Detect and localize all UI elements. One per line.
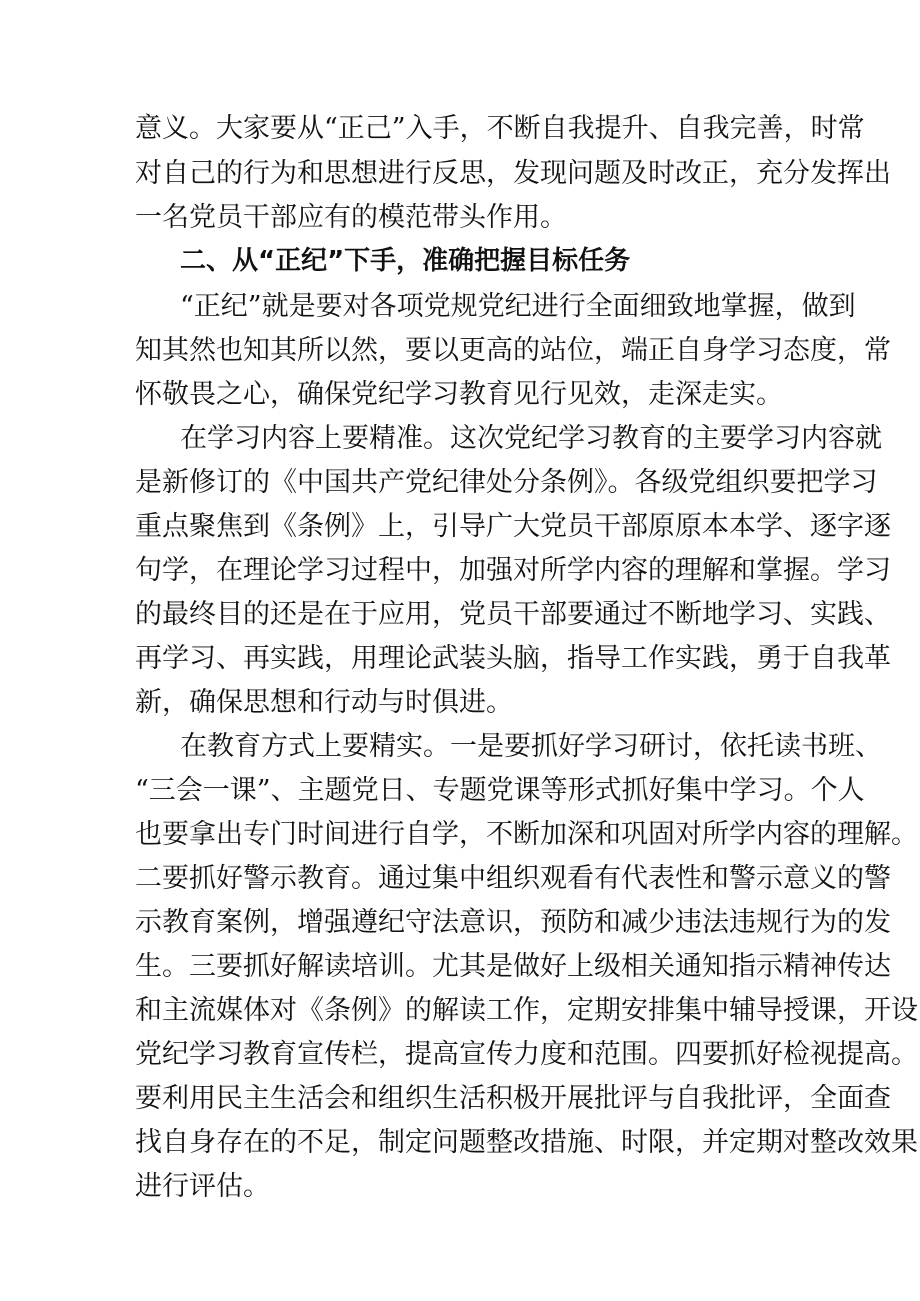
- paragraph-line: 句学，在理论学习过程中，加强对所学内容的理解和掌握。学习: [135, 555, 891, 586]
- paragraph-line: 也要拿出专门时间进行自学，不断加深和巩固对所学内容的理解。: [135, 819, 918, 850]
- paragraph-line: 二要抓好警示教育。通过集中组织观看有代表性和警示意义的警: [135, 863, 891, 894]
- paragraph-line: 一名党员干部应有的模范带头作用。: [135, 202, 567, 233]
- paragraph-line: 对自己的行为和思想进行反思，发现问题及时改正，充分发挥出: [135, 158, 891, 189]
- paragraph-line: “三会一课”、主题党日、专题党课等形式抓好集中学习。个人: [135, 775, 865, 806]
- paragraph-line: “正纪”就是要对各项党规党纪进行全面细致地掌握，做到: [180, 291, 856, 322]
- paragraph-line: 在教育方式上要精实。一是要抓好学习研讨，依托读书班、: [180, 731, 882, 762]
- paragraph-line: 知其然也知其所以然，要以更高的站位，端正自身学习态度，常: [135, 335, 891, 366]
- paragraph-line: 示教育案例，增强遵纪守法意识，预防和减少违法违规行为的发: [135, 907, 891, 938]
- paragraph-line: 生。三要抓好解读培训。尤其是做好上级相关通知指示精神传达: [135, 951, 891, 982]
- paragraph-line: 党纪学习教育宣传栏，提高宣传力度和范围。四要抓好检视提高。: [135, 1039, 918, 1070]
- paragraph-line: 找自身存在的不足，制定问题整改措施、时限，并定期对整改效果: [135, 1127, 918, 1158]
- paragraph-line: 再学习、再实践，用理论武装头脑，指导工作实践，勇于自我革: [135, 643, 891, 674]
- paragraph-line: 重点聚焦到《条例》上，引导广大党员干部原原本本学、逐字逐: [135, 511, 891, 542]
- paragraph-line: 怀敬畏之心，确保党纪学习教育见行见效，走深走实。: [135, 379, 783, 410]
- paragraph-line: 在学习内容上要精准。这次党纪学习教育的主要学习内容就: [180, 423, 882, 454]
- paragraph-line: 要利用民主生活会和组织生活积极开展批评与自我批评，全面查: [135, 1083, 891, 1114]
- paragraph-line: 新，确保思想和行动与时俱进。: [135, 687, 513, 718]
- paragraph-line: 是新修订的《中国共产党纪律处分条例》。各级党组织要把学习: [135, 467, 878, 498]
- paragraph-line: 的最终目的还是在于应用，党员干部要通过不断地学习、实践、: [135, 599, 891, 630]
- paragraph-line: 意义。大家要从“正己”入手，不断自我提升、自我完善，时常: [135, 113, 865, 144]
- paragraph-line: 进行评估。: [135, 1171, 270, 1202]
- paragraph-line: 和主流媒体对《条例》的解读工作，定期安排集中辅导授课，开设: [135, 995, 918, 1026]
- section-heading: 二、从“正纪”下手，准确把握目标任务: [180, 246, 631, 276]
